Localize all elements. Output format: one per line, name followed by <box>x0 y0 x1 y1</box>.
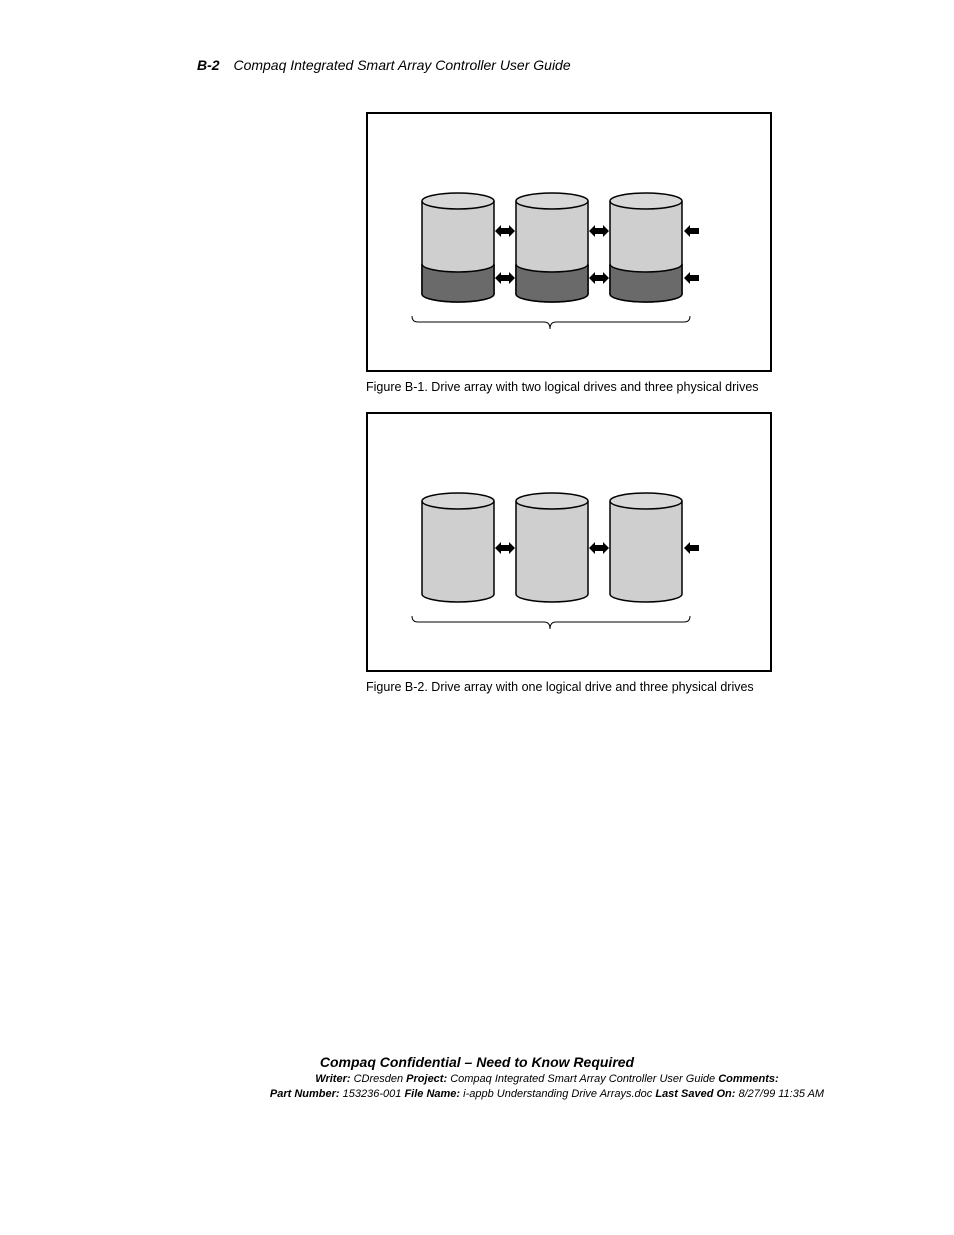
last-saved-label: Last Saved On: <box>655 1088 736 1100</box>
physical-drive-1 <box>422 193 494 302</box>
physical-drive-2 <box>516 493 588 602</box>
file-name-value: i-appb Understanding Drive Arrays.doc <box>463 1088 653 1100</box>
figure-b1-drawing <box>368 114 774 374</box>
file-name-label: File Name: <box>404 1088 461 1100</box>
writer-value: CDresden <box>353 1073 404 1085</box>
figure-b1-caption: Figure B-1. Drive array with two logical drives and three physical drives <box>366 380 759 394</box>
physical-drive-1 <box>422 493 494 602</box>
confidential-notice: Compaq Confidential – Need to Know Required <box>319 1054 635 1070</box>
physical-drive-3 <box>610 493 682 602</box>
page-header <box>197 57 571 73</box>
figure-b1 <box>366 112 772 372</box>
footer-writer-line <box>70 1073 954 1085</box>
footer-file-line <box>70 1088 954 1100</box>
figure-b2-drawing <box>368 414 774 674</box>
page-number: B-2 <box>197 57 220 73</box>
header-title: Compaq Integrated Smart Array Controller User Guide <box>233 57 571 73</box>
array-brace <box>412 616 690 629</box>
left-arrow-icon <box>684 225 699 284</box>
comments-label: Comments: <box>718 1073 779 1085</box>
writer-label: Writer: <box>315 1073 351 1085</box>
part-number-value: 153236-001 <box>342 1088 402 1100</box>
project-value: Compaq Integrated Smart Array Controller User Guide <box>450 1073 716 1085</box>
left-arrow-icon <box>684 542 699 554</box>
figure-b2 <box>366 412 772 672</box>
project-label: Project: <box>406 1073 448 1085</box>
figure-b2-caption: Figure B-2. Drive array with one logical drive and three physical drives <box>366 680 754 694</box>
physical-drive-3 <box>610 193 682 302</box>
physical-drive-2 <box>516 193 588 302</box>
array-brace <box>412 316 690 329</box>
last-saved-value: 8/27/99 11:35 AM <box>738 1088 825 1100</box>
part-number-label: Part Number: <box>269 1088 340 1100</box>
